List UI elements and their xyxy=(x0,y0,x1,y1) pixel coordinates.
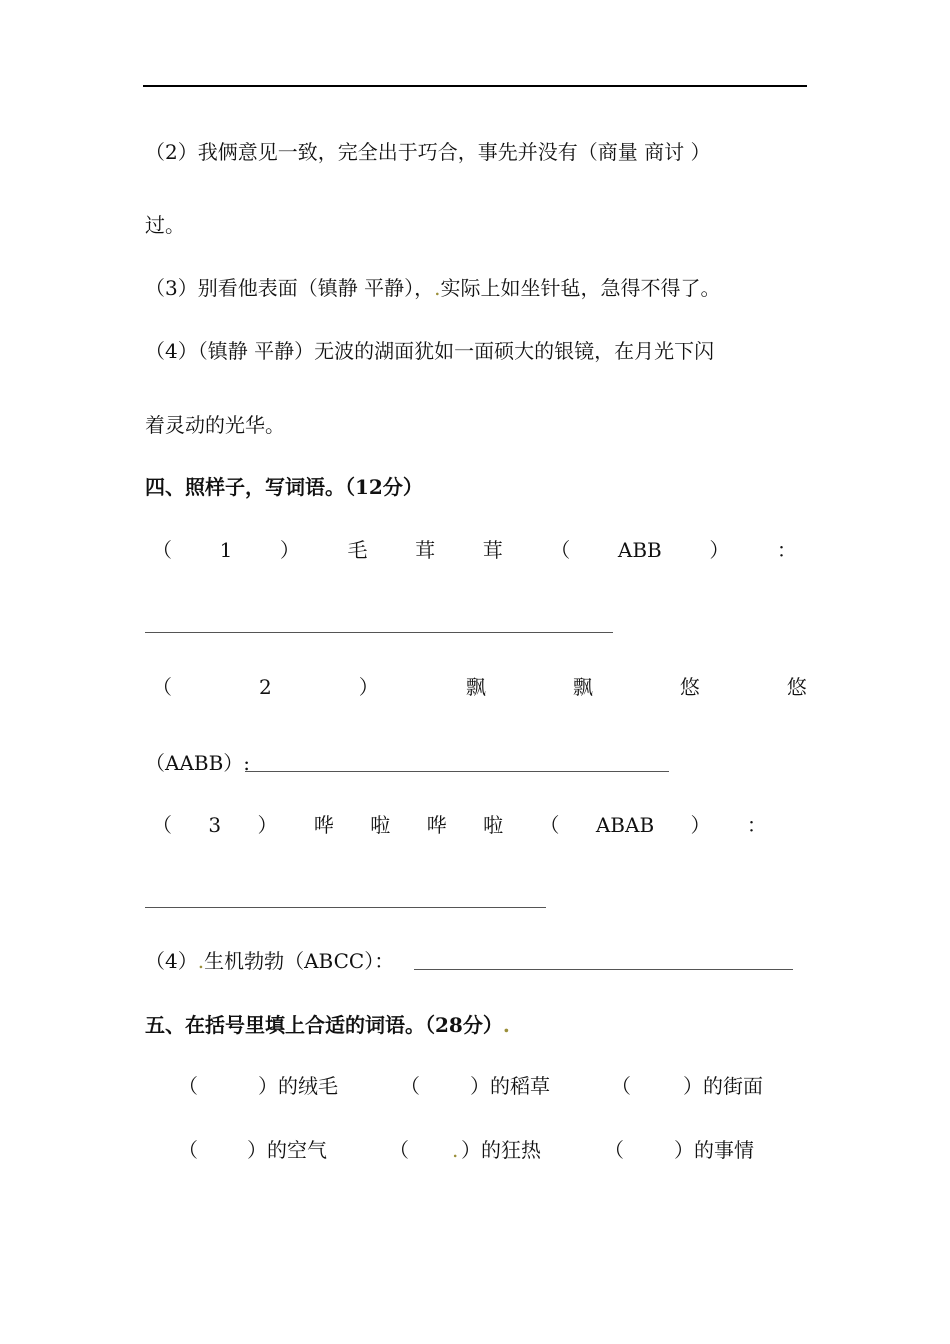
section5-heading-text: 五、在括号里填上合适的词语。（28分） xyxy=(145,1013,503,1037)
blank-cell: （ xyxy=(604,1138,624,1162)
item1-part: （ xyxy=(550,538,571,562)
item2-pattern: （AABB）: xyxy=(145,751,251,775)
item2-part: 飘 xyxy=(572,675,593,699)
item3-part: 啦 xyxy=(370,813,391,837)
item3-part: 啦 xyxy=(483,813,504,837)
item4-text: 生机勃勃（ABCC）： xyxy=(204,949,395,973)
item1-part: ： xyxy=(776,538,797,562)
blank-cell: ）的狂热 xyxy=(461,1138,541,1162)
item2-part: 2 xyxy=(259,675,272,699)
item1-part: 茸 xyxy=(482,538,503,562)
item3-answer-line[interactable] xyxy=(145,907,546,908)
q4-line1: （4）（镇静 平静）无波的湖面犹如一面硕大的银镜，在月光下闪 xyxy=(145,339,715,363)
item2-part: 悠 xyxy=(786,675,807,699)
blank-cell: （ xyxy=(400,1074,420,1098)
item1-part: ） xyxy=(709,538,730,562)
blank-cell: （ xyxy=(178,1074,198,1098)
item1-part: ABB xyxy=(617,538,662,562)
section5-heading-dot: . xyxy=(502,1013,510,1037)
q2-line2: 过。 xyxy=(145,213,185,237)
blank-cell: ）的事情 xyxy=(674,1138,754,1162)
q3-part-a: （3）别看他表面（镇静 平静）， xyxy=(145,276,435,300)
item1-row xyxy=(152,536,797,564)
item3-part: 哗 xyxy=(313,813,334,837)
item4-dot: . xyxy=(197,949,205,973)
item3-part: （ xyxy=(152,813,172,837)
q2-line1: （2）我俩意见一致，完全出于巧合，事先并没有（商量 商讨 ） xyxy=(145,140,711,164)
item4-number: （4） xyxy=(145,949,198,973)
item2-part: 飘 xyxy=(465,675,486,699)
item2-part: ） xyxy=(358,675,379,699)
item1-part: ） xyxy=(279,538,300,562)
item2-part: （ xyxy=(152,675,172,699)
item1-answer-line[interactable] xyxy=(145,632,613,633)
blank-cell: （ xyxy=(611,1074,631,1098)
section5-heading xyxy=(145,1011,510,1039)
q3-line xyxy=(145,274,720,302)
item3-part: 哗 xyxy=(426,813,447,837)
row2-dot: . xyxy=(452,1138,459,1162)
section4-heading: 四、照样子，写词语。（12分） xyxy=(145,475,423,499)
item4-answer-line[interactable] xyxy=(414,969,793,970)
blank-cell: （ xyxy=(178,1138,198,1162)
item1-part: 毛 xyxy=(347,538,368,562)
q3-dot: . xyxy=(434,276,441,300)
item1-part: 1 xyxy=(219,538,233,562)
blank-cell: ）的空气 xyxy=(247,1138,327,1162)
item2-part: 悠 xyxy=(679,675,700,699)
q3-part-b: 实际上如坐针毡，急得不得了。 xyxy=(440,276,721,300)
item3-part: ） xyxy=(690,813,711,837)
blank-cell: ）的街面 xyxy=(683,1074,763,1098)
item4-line xyxy=(145,947,394,975)
item3-part: ABAB xyxy=(595,813,655,837)
blank-cell: ）的稻草 xyxy=(470,1074,550,1098)
item3-part: 3 xyxy=(208,813,222,837)
q4-line2: 着灵动的光华。 xyxy=(145,413,285,437)
blank-cell: ）的绒毛 xyxy=(258,1074,338,1098)
item3-part: ） xyxy=(257,813,278,837)
item1-part: （ xyxy=(152,538,172,562)
item2-row xyxy=(152,673,807,701)
item2-answer-line[interactable] xyxy=(245,771,669,772)
item3-part: ： xyxy=(746,813,767,837)
header-rule xyxy=(143,85,807,87)
item1-part: 茸 xyxy=(415,538,436,562)
item3-part: （ xyxy=(539,813,560,837)
item3-row xyxy=(152,811,767,839)
blank-cell: （ xyxy=(389,1138,409,1162)
